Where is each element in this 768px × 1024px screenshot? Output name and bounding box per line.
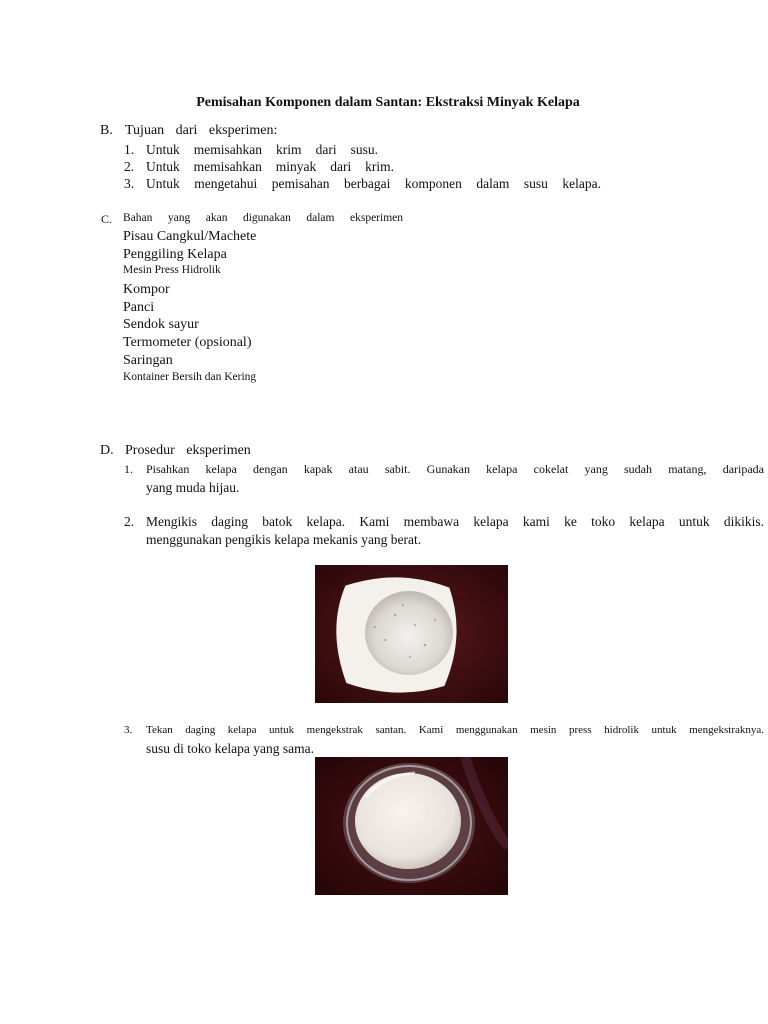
objective-item: Untuk mengetahui pemisahan berbagai komponen dalam susu kelapa. bbox=[146, 176, 601, 191]
list-number: 1. bbox=[124, 142, 135, 157]
step-text-continued: susu di toko kelapa yang sama. bbox=[146, 741, 314, 756]
objective-item: Untuk memisahkan krim dari susu. bbox=[146, 142, 378, 157]
material-item: Termometer (opsional) bbox=[123, 335, 252, 350]
material-item: Saringan bbox=[123, 353, 173, 368]
grated-coconut-photo bbox=[315, 565, 508, 703]
coconut-milk-photo bbox=[315, 757, 508, 895]
section-b-heading bbox=[100, 123, 400, 141]
section-heading: Bahan yang akan digunakan dalam eksperimen bbox=[123, 212, 403, 224]
step-number: 2. bbox=[124, 514, 135, 529]
section-letter: B. bbox=[100, 123, 113, 138]
step-text-continued: yang muda hijau. bbox=[146, 480, 240, 495]
step-text: Mengikis daging batok kelapa. Kami membawa kelapa kami ke toko kelapa untuk dikikis. bbox=[146, 514, 764, 529]
section-heading: Prosedur eksperimen bbox=[125, 443, 251, 458]
step-text: Tekan daging kelapa untuk mengekstrak santan. Kami menggunakan mesin press hidrolik untuk mengekstraknya. bbox=[146, 724, 764, 736]
step-number: 1. bbox=[124, 462, 133, 476]
material-item: Kompor bbox=[123, 282, 170, 297]
material-item: Panci bbox=[123, 300, 155, 315]
section-heading: Tujuan dari eksperimen: bbox=[125, 123, 278, 138]
step-number: 3. bbox=[124, 724, 133, 736]
list-number: 2. bbox=[124, 159, 135, 174]
page-title: Pemisahan Komponen dalam Santan: Ekstraksi Minyak Kelapa bbox=[196, 95, 580, 110]
material-item: Pisau Cangkul/Machete bbox=[123, 229, 257, 244]
material-item: Kontainer Bersih dan Kering bbox=[123, 371, 257, 383]
material-item: Sendok sayur bbox=[123, 317, 199, 332]
section-letter: D. bbox=[100, 443, 114, 458]
objective-item: Untuk memisahkan minyak dari krim. bbox=[146, 159, 394, 174]
material-item: Penggiling Kelapa bbox=[123, 247, 227, 262]
step-text: Pisahkan kelapa dengan kapak atau sabit. Gunakan kelapa cokelat yang sudah matang, daripada bbox=[146, 462, 764, 476]
list-number: 3. bbox=[124, 176, 135, 191]
step-text-continued: menggunakan pengikis kelapa mekanis yang berat. bbox=[146, 532, 422, 547]
section-letter: C. bbox=[101, 212, 113, 226]
material-item: Mesin Press Hidrolik bbox=[123, 264, 221, 276]
section-d-heading bbox=[100, 443, 400, 461]
